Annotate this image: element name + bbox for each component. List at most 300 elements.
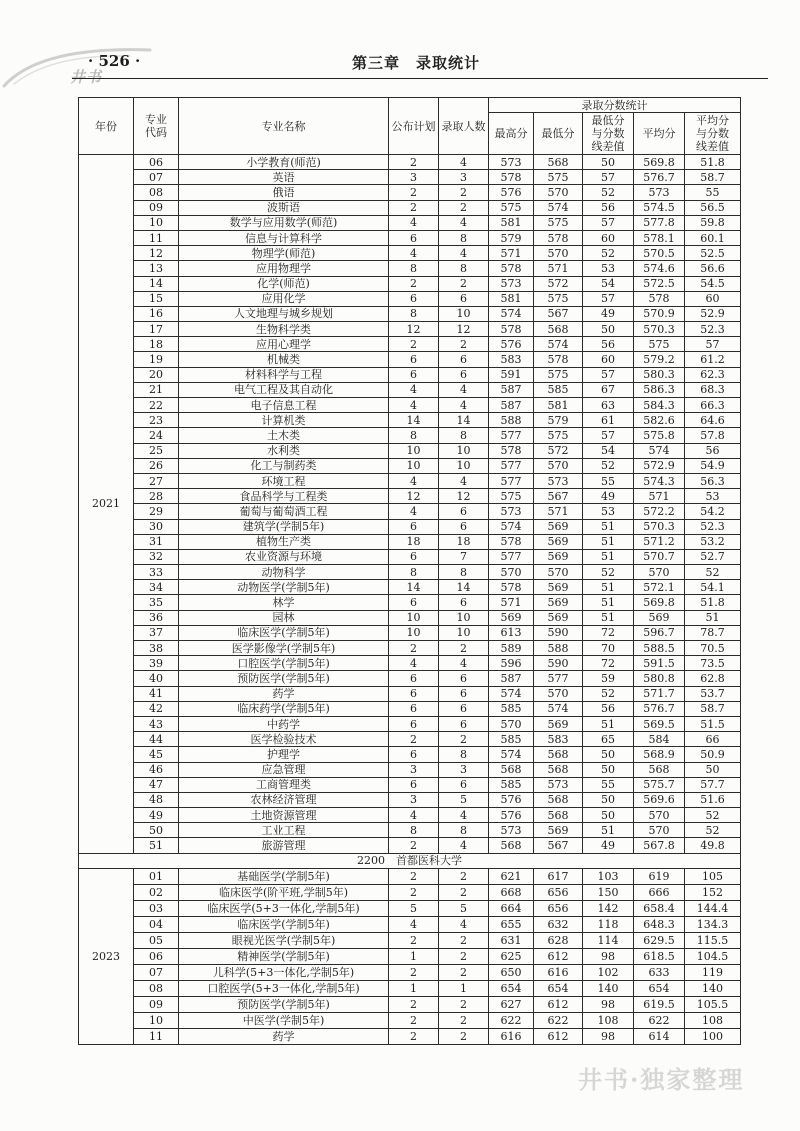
avg-cell: 569.5 bbox=[634, 716, 685, 731]
code-cell: 26 bbox=[134, 458, 179, 473]
min-cell: 628 bbox=[534, 932, 583, 948]
avg-cell: 591.5 bbox=[634, 656, 685, 671]
code-cell: 09 bbox=[134, 996, 179, 1012]
min-diff-cell: 59 bbox=[583, 671, 634, 686]
name-cell: 口腔医学(学制5年) bbox=[179, 656, 389, 671]
plan-cell: 8 bbox=[389, 565, 439, 580]
plan-cell: 6 bbox=[389, 352, 439, 367]
name-cell: 动物科学 bbox=[179, 565, 389, 580]
table-row bbox=[79, 352, 741, 367]
admitted-cell: 6 bbox=[439, 291, 489, 306]
year-cell: 2023 bbox=[79, 868, 134, 1044]
min-cell: 571 bbox=[534, 261, 583, 276]
plan-cell: 14 bbox=[389, 413, 439, 428]
name-cell: 护理学 bbox=[179, 747, 389, 762]
min-cell: 654 bbox=[534, 980, 583, 996]
name-cell: 俄语 bbox=[179, 185, 389, 200]
avg-diff-cell: 105 bbox=[685, 868, 741, 884]
min-cell: 569 bbox=[534, 534, 583, 549]
code-cell: 06 bbox=[134, 155, 179, 170]
min-cell: 581 bbox=[534, 398, 583, 413]
name-cell: 化工与制药类 bbox=[179, 458, 389, 473]
code-cell: 48 bbox=[134, 792, 179, 807]
avg-cell: 570.7 bbox=[634, 549, 685, 564]
code-cell: 19 bbox=[134, 352, 179, 367]
logo-watermark: 井书 bbox=[70, 68, 103, 86]
name-cell: 数学与应用数学(师范) bbox=[179, 215, 389, 230]
min-cell: 575 bbox=[534, 428, 583, 443]
avg-cell: 570.3 bbox=[634, 322, 685, 337]
min-diff-cell: 51 bbox=[583, 595, 634, 610]
code-cell: 12 bbox=[134, 246, 179, 261]
admission-table bbox=[78, 97, 741, 1045]
min-diff-cell: 60 bbox=[583, 230, 634, 245]
max-cell: 596 bbox=[489, 656, 534, 671]
name-cell: 生物科学类 bbox=[179, 322, 389, 337]
avg-cell: 572.1 bbox=[634, 580, 685, 595]
chapter-title: 第三章 录取统计 bbox=[352, 54, 481, 72]
max-cell: 577 bbox=[489, 473, 534, 488]
avg-cell: 569 bbox=[634, 610, 685, 625]
col-header-min-diff bbox=[583, 113, 634, 155]
avg-cell: 572.2 bbox=[634, 504, 685, 519]
plan-cell: 3 bbox=[389, 762, 439, 777]
admitted-cell: 4 bbox=[439, 382, 489, 397]
avg-diff-cell: 50.9 bbox=[685, 747, 741, 762]
plan-cell: 8 bbox=[389, 261, 439, 276]
avg-diff-cell: 56.5 bbox=[685, 200, 741, 215]
min-cell: 569 bbox=[534, 595, 583, 610]
name-cell: 土木类 bbox=[179, 428, 389, 443]
avg-cell: 568 bbox=[634, 762, 685, 777]
avg-diff-cell: 62.8 bbox=[685, 671, 741, 686]
name-cell: 工商管理类 bbox=[179, 777, 389, 792]
code-cell: 27 bbox=[134, 473, 179, 488]
plan-cell: 2 bbox=[389, 932, 439, 948]
admitted-cell: 6 bbox=[439, 367, 489, 382]
year-cell: 2021 bbox=[79, 155, 134, 854]
admitted-cell: 5 bbox=[439, 900, 489, 916]
min-diff-cell: 49 bbox=[583, 489, 634, 504]
max-cell: 579 bbox=[489, 230, 534, 245]
plan-cell: 4 bbox=[389, 215, 439, 230]
min-diff-cell: 108 bbox=[583, 1012, 634, 1028]
table-section-first bbox=[79, 155, 741, 854]
plan-cell: 2 bbox=[389, 868, 439, 884]
min-cell: 617 bbox=[534, 868, 583, 884]
plan-cell: 2 bbox=[389, 1012, 439, 1028]
avg-diff-cell: 56 bbox=[685, 443, 741, 458]
min-cell: 569 bbox=[534, 716, 583, 731]
table-row bbox=[79, 932, 741, 948]
admitted-cell: 2 bbox=[439, 185, 489, 200]
code-cell: 22 bbox=[134, 398, 179, 413]
name-cell: 临床医学(阶平班,学制5年) bbox=[179, 884, 389, 900]
admitted-cell: 4 bbox=[439, 916, 489, 932]
name-cell: 应急管理 bbox=[179, 762, 389, 777]
min-diff-cell: 53 bbox=[583, 261, 634, 276]
code-cell: 37 bbox=[134, 625, 179, 640]
min-cell: 567 bbox=[534, 489, 583, 504]
name-cell: 口腔医学(5+3一体化,学制5年) bbox=[179, 980, 389, 996]
max-cell: 625 bbox=[489, 948, 534, 964]
min-diff-cell: 72 bbox=[583, 625, 634, 640]
col-header-plan: 公布计划 bbox=[389, 98, 439, 155]
code-cell: 05 bbox=[134, 932, 179, 948]
max-cell: 664 bbox=[489, 900, 534, 916]
max-cell: 587 bbox=[489, 382, 534, 397]
max-cell: 576 bbox=[489, 792, 534, 807]
name-cell: 电子信息工程 bbox=[179, 398, 389, 413]
avg-cell: 575.8 bbox=[634, 428, 685, 443]
min-diff-cell: 52 bbox=[583, 686, 634, 701]
plan-cell: 3 bbox=[389, 792, 439, 807]
table-row bbox=[79, 155, 741, 170]
table-row bbox=[79, 980, 741, 996]
table-row bbox=[79, 777, 741, 792]
code-cell: 41 bbox=[134, 686, 179, 701]
plan-cell: 6 bbox=[389, 777, 439, 792]
max-cell: 585 bbox=[489, 701, 534, 716]
min-diff-cell: 52 bbox=[583, 246, 634, 261]
table-row bbox=[79, 276, 741, 291]
min-cell: 578 bbox=[534, 352, 583, 367]
max-cell: 576 bbox=[489, 808, 534, 823]
avg-cell: 588.5 bbox=[634, 641, 685, 656]
code-cell: 08 bbox=[134, 980, 179, 996]
avg-cell: 666 bbox=[634, 884, 685, 900]
admitted-cell: 2 bbox=[439, 948, 489, 964]
col-header-code bbox=[134, 98, 179, 155]
code-cell: 46 bbox=[134, 762, 179, 777]
admitted-cell: 6 bbox=[439, 595, 489, 610]
admitted-cell: 12 bbox=[439, 322, 489, 337]
admitted-cell: 4 bbox=[439, 838, 489, 853]
min-diff-cell: 57 bbox=[583, 215, 634, 230]
code-cell: 23 bbox=[134, 413, 179, 428]
max-cell: 581 bbox=[489, 291, 534, 306]
admitted-cell: 4 bbox=[439, 808, 489, 823]
min-cell: 568 bbox=[534, 808, 583, 823]
plan-cell: 6 bbox=[389, 367, 439, 382]
min-cell: 622 bbox=[534, 1012, 583, 1028]
name-cell: 建筑学(学制5年) bbox=[179, 519, 389, 534]
code-cell: 42 bbox=[134, 701, 179, 716]
admitted-cell: 5 bbox=[439, 792, 489, 807]
max-cell: 585 bbox=[489, 732, 534, 747]
min-diff-cell: 54 bbox=[583, 276, 634, 291]
code-cell: 35 bbox=[134, 595, 179, 610]
plan-cell: 2 bbox=[389, 155, 439, 170]
plan-cell: 8 bbox=[389, 823, 439, 838]
table-row bbox=[79, 413, 741, 428]
min-diff-cell: 49 bbox=[583, 306, 634, 321]
avg-diff-cell: 58.7 bbox=[685, 701, 741, 716]
name-cell: 材料科学与工程 bbox=[179, 367, 389, 382]
admitted-cell: 2 bbox=[439, 732, 489, 747]
admitted-cell: 4 bbox=[439, 398, 489, 413]
min-diff-cell: 55 bbox=[583, 777, 634, 792]
table-row bbox=[79, 641, 741, 656]
avg-diff-cell: 105.5 bbox=[685, 996, 741, 1012]
min-diff-cell: 52 bbox=[583, 565, 634, 580]
col-header-max: 最高分 bbox=[489, 113, 534, 155]
name-cell: 葡萄与葡萄酒工程 bbox=[179, 504, 389, 519]
table-row bbox=[79, 170, 741, 185]
name-cell: 药学 bbox=[179, 686, 389, 701]
min-cell: 568 bbox=[534, 747, 583, 762]
max-cell: 568 bbox=[489, 838, 534, 853]
table-row bbox=[79, 473, 741, 488]
avg-diff-cell: 52.3 bbox=[685, 519, 741, 534]
min-cell: 569 bbox=[534, 580, 583, 595]
avg-diff-cell: 51.8 bbox=[685, 155, 741, 170]
avg-diff-cell: 51 bbox=[685, 610, 741, 625]
name-cell: 旅游管理 bbox=[179, 838, 389, 853]
min-cell: 632 bbox=[534, 916, 583, 932]
avg-cell: 571.2 bbox=[634, 534, 685, 549]
table-row bbox=[79, 792, 741, 807]
table-row bbox=[79, 1012, 741, 1028]
min-diff-cell: 57 bbox=[583, 170, 634, 185]
avg-diff-cell: 59.8 bbox=[685, 215, 741, 230]
avg-cell: 648.3 bbox=[634, 916, 685, 932]
name-cell: 预防医学(学制5年) bbox=[179, 671, 389, 686]
plan-cell: 2 bbox=[389, 964, 439, 980]
avg-cell: 569.6 bbox=[634, 792, 685, 807]
table-row bbox=[79, 534, 741, 549]
max-cell: 576 bbox=[489, 185, 534, 200]
avg-cell: 571.7 bbox=[634, 686, 685, 701]
min-cell: 568 bbox=[534, 155, 583, 170]
plan-cell: 8 bbox=[389, 428, 439, 443]
code-cell: 40 bbox=[134, 671, 179, 686]
min-diff-cell: 70 bbox=[583, 641, 634, 656]
avg-cell: 573 bbox=[634, 185, 685, 200]
avg-cell: 570 bbox=[634, 808, 685, 823]
table-row bbox=[79, 306, 741, 321]
max-cell: 568 bbox=[489, 762, 534, 777]
admitted-cell: 6 bbox=[439, 716, 489, 731]
avg-diff-cell: 57.7 bbox=[685, 777, 741, 792]
min-diff-cell: 67 bbox=[583, 382, 634, 397]
min-diff-cell: 52 bbox=[583, 185, 634, 200]
avg-diff-cell: 51.5 bbox=[685, 716, 741, 731]
min-diff-cell: 51 bbox=[583, 534, 634, 549]
avg-diff-cell: 51.6 bbox=[685, 792, 741, 807]
avg-diff-cell: 64.6 bbox=[685, 413, 741, 428]
code-cell: 07 bbox=[134, 170, 179, 185]
name-cell: 临床医学(学制5年) bbox=[179, 916, 389, 932]
col-header-avg-diff-label: 平均分与分数线差值 bbox=[696, 114, 730, 153]
name-cell: 植物生产类 bbox=[179, 534, 389, 549]
plan-cell: 2 bbox=[389, 996, 439, 1012]
min-diff-cell: 57 bbox=[583, 291, 634, 306]
min-diff-cell: 56 bbox=[583, 200, 634, 215]
name-cell: 动物医学(学制5年) bbox=[179, 580, 389, 595]
min-cell: 571 bbox=[534, 504, 583, 519]
avg-cell: 574 bbox=[634, 443, 685, 458]
admitted-cell: 8 bbox=[439, 823, 489, 838]
min-cell: 568 bbox=[534, 762, 583, 777]
avg-cell: 577.8 bbox=[634, 215, 685, 230]
admitted-cell: 1 bbox=[439, 980, 489, 996]
avg-cell: 576.7 bbox=[634, 701, 685, 716]
plan-cell: 6 bbox=[389, 230, 439, 245]
avg-cell: 571 bbox=[634, 489, 685, 504]
plan-cell: 8 bbox=[389, 306, 439, 321]
col-header-admitted: 录取人数 bbox=[439, 98, 489, 155]
avg-diff-cell: 62.3 bbox=[685, 367, 741, 382]
min-diff-cell: 98 bbox=[583, 996, 634, 1012]
avg-diff-cell: 78.7 bbox=[685, 625, 741, 640]
institution-label: 2200 首都医科大学 bbox=[79, 853, 741, 868]
min-diff-cell: 98 bbox=[583, 1028, 634, 1044]
min-cell: 574 bbox=[534, 701, 583, 716]
min-diff-cell: 50 bbox=[583, 747, 634, 762]
avg-diff-cell: 70.5 bbox=[685, 641, 741, 656]
table-row bbox=[79, 671, 741, 686]
min-diff-cell: 72 bbox=[583, 656, 634, 671]
max-cell: 587 bbox=[489, 671, 534, 686]
name-cell: 中医学(学制5年) bbox=[179, 1012, 389, 1028]
max-cell: 578 bbox=[489, 322, 534, 337]
avg-cell: 584.3 bbox=[634, 398, 685, 413]
plan-cell: 14 bbox=[389, 580, 439, 595]
name-cell: 医学检验技术 bbox=[179, 732, 389, 747]
max-cell: 571 bbox=[489, 246, 534, 261]
table-row bbox=[79, 322, 741, 337]
admitted-cell: 6 bbox=[439, 504, 489, 519]
plan-cell: 4 bbox=[389, 398, 439, 413]
avg-cell: 578.1 bbox=[634, 230, 685, 245]
plan-cell: 2 bbox=[389, 200, 439, 215]
max-cell: 577 bbox=[489, 549, 534, 564]
plan-cell: 4 bbox=[389, 382, 439, 397]
min-diff-cell: 50 bbox=[583, 155, 634, 170]
name-cell: 园林 bbox=[179, 610, 389, 625]
max-cell: 573 bbox=[489, 504, 534, 519]
avg-diff-cell: 140 bbox=[685, 980, 741, 996]
code-cell: 04 bbox=[134, 916, 179, 932]
max-cell: 655 bbox=[489, 916, 534, 932]
code-cell: 30 bbox=[134, 519, 179, 534]
col-header-min: 最低分 bbox=[534, 113, 583, 155]
min-cell: 577 bbox=[534, 671, 583, 686]
min-cell: 590 bbox=[534, 656, 583, 671]
admitted-cell: 2 bbox=[439, 276, 489, 291]
admitted-cell: 4 bbox=[439, 473, 489, 488]
max-cell: 578 bbox=[489, 534, 534, 549]
min-diff-cell: 52 bbox=[583, 458, 634, 473]
admitted-cell: 4 bbox=[439, 155, 489, 170]
avg-diff-cell: 56.3 bbox=[685, 473, 741, 488]
table-row bbox=[79, 610, 741, 625]
avg-diff-cell: 54.1 bbox=[685, 580, 741, 595]
plan-cell: 6 bbox=[389, 701, 439, 716]
max-cell: 574 bbox=[489, 686, 534, 701]
avg-cell: 570.9 bbox=[634, 306, 685, 321]
avg-diff-cell: 56.6 bbox=[685, 261, 741, 276]
min-diff-cell: 51 bbox=[583, 716, 634, 731]
code-cell: 18 bbox=[134, 337, 179, 352]
avg-diff-cell: 57 bbox=[685, 337, 741, 352]
min-diff-cell: 53 bbox=[583, 504, 634, 519]
max-cell: 585 bbox=[489, 777, 534, 792]
plan-cell: 2 bbox=[389, 838, 439, 853]
plan-cell: 4 bbox=[389, 504, 439, 519]
avg-cell: 572.5 bbox=[634, 276, 685, 291]
min-cell: 570 bbox=[534, 458, 583, 473]
avg-diff-cell: 60 bbox=[685, 291, 741, 306]
min-diff-cell: 118 bbox=[583, 916, 634, 932]
code-cell: 44 bbox=[134, 732, 179, 747]
plan-cell: 1 bbox=[389, 948, 439, 964]
min-cell: 578 bbox=[534, 230, 583, 245]
min-cell: 574 bbox=[534, 200, 583, 215]
min-diff-cell: 63 bbox=[583, 398, 634, 413]
admitted-cell: 10 bbox=[439, 458, 489, 473]
avg-cell: 570.5 bbox=[634, 246, 685, 261]
admitted-cell: 2 bbox=[439, 337, 489, 352]
max-cell: 578 bbox=[489, 261, 534, 276]
avg-diff-cell: 53 bbox=[685, 489, 741, 504]
max-cell: 569 bbox=[489, 610, 534, 625]
institution-section bbox=[79, 853, 741, 868]
avg-diff-cell: 58.7 bbox=[685, 170, 741, 185]
name-cell: 工业工程 bbox=[179, 823, 389, 838]
max-cell: 574 bbox=[489, 519, 534, 534]
avg-cell: 575.7 bbox=[634, 777, 685, 792]
plan-cell: 2 bbox=[389, 1028, 439, 1044]
table-row bbox=[79, 291, 741, 306]
col-header-name: 专业名称 bbox=[179, 98, 389, 155]
min-cell: 575 bbox=[534, 367, 583, 382]
name-cell: 水利类 bbox=[179, 443, 389, 458]
plan-cell: 4 bbox=[389, 473, 439, 488]
table-row bbox=[79, 382, 741, 397]
table-row bbox=[79, 428, 741, 443]
admitted-cell: 10 bbox=[439, 625, 489, 640]
min-diff-cell: 103 bbox=[583, 868, 634, 884]
table-section-second bbox=[79, 868, 741, 1044]
min-diff-cell: 140 bbox=[583, 980, 634, 996]
max-cell: 570 bbox=[489, 565, 534, 580]
admitted-cell: 4 bbox=[439, 656, 489, 671]
avg-diff-cell: 53.2 bbox=[685, 534, 741, 549]
min-diff-cell: 55 bbox=[583, 473, 634, 488]
table-row bbox=[79, 823, 741, 838]
min-diff-cell: 114 bbox=[583, 932, 634, 948]
code-cell: 43 bbox=[134, 716, 179, 731]
max-cell: 575 bbox=[489, 200, 534, 215]
avg-diff-cell: 52 bbox=[685, 565, 741, 580]
min-cell: 588 bbox=[534, 641, 583, 656]
plan-cell: 2 bbox=[389, 641, 439, 656]
code-cell: 09 bbox=[134, 200, 179, 215]
min-cell: 585 bbox=[534, 382, 583, 397]
min-diff-cell: 50 bbox=[583, 322, 634, 337]
table-row bbox=[79, 398, 741, 413]
plan-cell: 18 bbox=[389, 534, 439, 549]
table-row bbox=[79, 701, 741, 716]
name-cell: 英语 bbox=[179, 170, 389, 185]
name-cell: 环境工程 bbox=[179, 473, 389, 488]
table-row bbox=[79, 185, 741, 200]
table-row bbox=[79, 261, 741, 276]
admitted-cell: 12 bbox=[439, 489, 489, 504]
avg-diff-cell: 54.9 bbox=[685, 458, 741, 473]
